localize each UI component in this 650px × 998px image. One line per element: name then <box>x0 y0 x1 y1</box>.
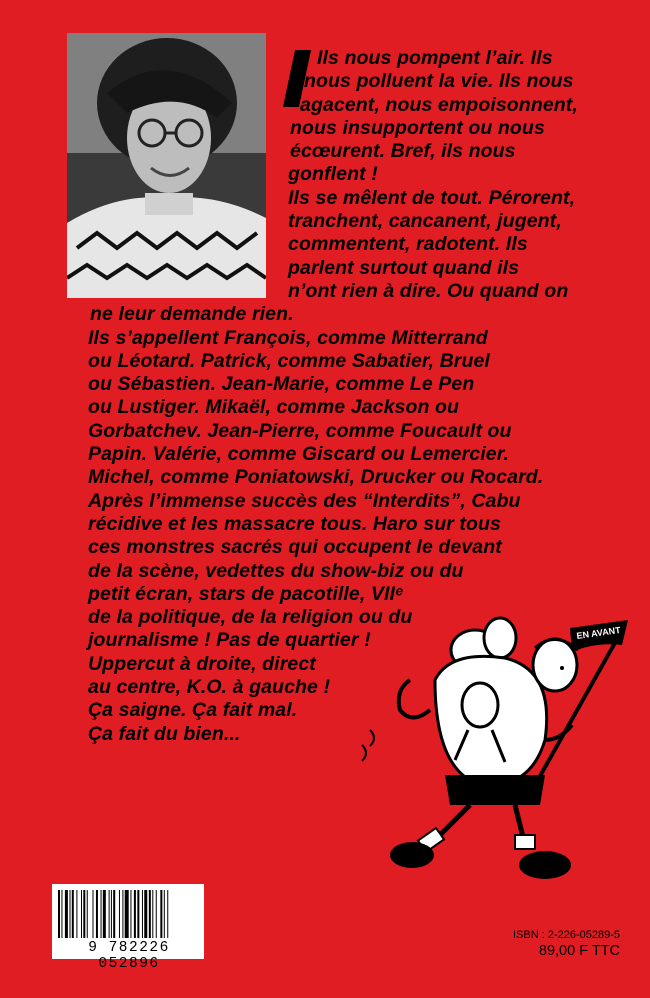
blurb-line: ces monstres sacrés qui occupent le devant <box>88 536 502 559</box>
blurb-line: ou Léotard. Patrick, comme Sabatier, Bruel <box>88 349 490 372</box>
blurb-line: n’ont rien à dire. Ou quand on <box>288 279 569 302</box>
blurb-line: tranchent, cancanent, jugent, <box>288 210 562 233</box>
price-text: 89,00 F TTC <box>538 943 620 959</box>
blurb-line: commentent, radotent. Ils <box>288 233 528 256</box>
isbn-text: ISBN : 2-226-05289-5 <box>512 929 620 941</box>
blurb-line: parlent surtout quand ils <box>288 256 520 279</box>
blurb-line: gonflent ! <box>288 163 378 186</box>
blurb-line: Uppercut à droite, direct <box>88 652 316 675</box>
blurb-line: petit écran, stars de pacotille, VIIᵉ <box>88 582 403 605</box>
blurb-line: récidive et les massacre tous. Haro sur tous <box>88 512 501 535</box>
blurb-line: ou Lustiger. Mikaël, comme Jackson ou <box>88 396 460 419</box>
blurb-line: nous insupportent ou nous <box>290 116 545 139</box>
blurb-line: Ça fait du bien... <box>88 722 241 745</box>
blurb-line: ne leur demande rien. <box>90 303 294 326</box>
blurb-line: nous polluent la vie. Ils nous <box>304 70 574 93</box>
blurb-line: de la scène, vedettes du show-biz ou du <box>88 559 464 582</box>
barcode-bars <box>57 890 199 940</box>
blurb-line: ou Sébastien. Jean-Marie, comme Le Pen <box>88 373 475 396</box>
blurb-line: agacent, nous empoisonnent, <box>300 93 578 116</box>
barcode-number: 9 782226 052896 <box>88 940 170 972</box>
blurb-line: Après l’immense succès des “Interdits”, Cabu <box>88 489 521 512</box>
blurb-line: Ça saigne. Ça fait mal. <box>88 699 298 722</box>
flag-label: EN AVANT <box>575 624 622 641</box>
barcode <box>52 884 204 972</box>
blurb-line: de la politique, de la religion ou du <box>88 606 413 629</box>
blurb-line: Gorbatchev. Jean-Pierre, comme Foucault ou <box>88 419 512 442</box>
blurb-line: Ils nous pompent l’air. Ils <box>317 47 553 69</box>
blurb-line: journalisme ! Pas de quartier ! <box>88 629 371 652</box>
blurb-line: au centre, K.O. à gauche ! <box>88 676 331 699</box>
blurb-line: Ils s’appellent François, comme Mitterrand <box>88 326 488 349</box>
blurb-line: écœurent. Bref, ils nous <box>290 140 516 163</box>
blurb-line: Papin. Valérie, comme Giscard ou Lemercier. <box>88 443 509 466</box>
blurb-line: Ils se mêlent de tout. Pérorent, <box>288 186 576 209</box>
blurb-line: Michel, comme Poniatowski, Drucker ou Rocard. <box>88 466 544 489</box>
cabu-cartoon-illustration <box>340 590 640 890</box>
